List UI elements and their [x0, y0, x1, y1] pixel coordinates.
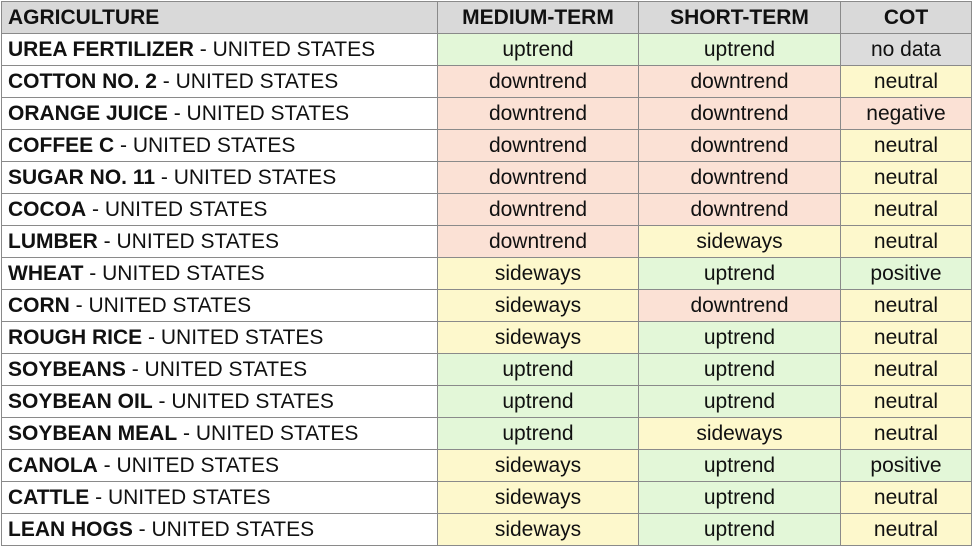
commodity-cell — [2, 162, 438, 194]
short-term-cell: downtrend — [639, 194, 841, 226]
separator: - — [114, 133, 133, 157]
separator: - — [69, 293, 89, 317]
medium-term-cell: downtrend — [438, 162, 639, 194]
commodity-name: COCOA — [8, 197, 87, 221]
medium-term-cell: sideways — [438, 450, 639, 482]
table-row — [2, 258, 972, 290]
country-name: UNITED STATES — [104, 197, 268, 221]
table-row — [2, 482, 972, 514]
commodity-cell — [2, 226, 438, 258]
commodity-name: ROUGH RICE — [8, 325, 143, 349]
cot-cell: neutral — [841, 194, 972, 226]
table-row — [2, 514, 972, 546]
table-row — [2, 226, 972, 258]
cot-cell: neutral — [841, 354, 972, 386]
cot-cell: neutral — [841, 162, 972, 194]
cot-cell: negative — [841, 98, 972, 130]
country-name: UNITED STATES — [151, 517, 315, 541]
separator: - — [97, 453, 117, 477]
separator: - — [86, 197, 105, 221]
cot-cell: positive — [841, 450, 972, 482]
cot-cell: neutral — [841, 322, 972, 354]
short-term-cell: uptrend — [639, 322, 841, 354]
short-term-cell: downtrend — [639, 66, 841, 98]
country-name: UNITED STATES — [173, 165, 337, 189]
medium-term-cell: uptrend — [438, 34, 639, 66]
table-row — [2, 418, 972, 450]
country-name: UNITED STATES — [132, 133, 296, 157]
country-name: UNITED STATES — [144, 357, 308, 381]
table-row — [2, 130, 972, 162]
commodity-name: SOYBEAN OIL — [8, 389, 153, 413]
commodity-name: CANOLA — [8, 453, 98, 477]
short-term-cell: uptrend — [639, 258, 841, 290]
commodity-cell — [2, 354, 438, 386]
commodity-cell — [2, 34, 438, 66]
country-name: UNITED STATES — [102, 261, 265, 285]
agriculture-trend-table — [1, 1, 972, 546]
commodity-cell — [2, 482, 438, 514]
medium-term-cell: uptrend — [438, 354, 639, 386]
country-name: UNITED STATES — [195, 421, 359, 445]
table-row — [2, 450, 972, 482]
commodity-cell — [2, 258, 438, 290]
medium-term-cell: downtrend — [438, 194, 639, 226]
commodity-cell — [2, 194, 438, 226]
country-name: UNITED STATES — [107, 485, 271, 509]
commodity-cell — [2, 386, 438, 418]
commodity-name: LEAN HOGS — [8, 517, 133, 541]
short-term-cell: uptrend — [639, 354, 841, 386]
header-agriculture: AGRICULTURE — [2, 2, 438, 34]
separator: - — [152, 389, 172, 413]
commodity-name: LUMBER — [8, 229, 98, 253]
table-row — [2, 290, 972, 322]
country-name: UNITED STATES — [186, 101, 350, 125]
table-row — [2, 322, 972, 354]
separator: - — [125, 357, 145, 381]
table-row — [2, 34, 972, 66]
commodity-name: ORANGE JUICE — [8, 101, 168, 125]
cot-cell: neutral — [841, 66, 972, 98]
short-term-cell: downtrend — [639, 130, 841, 162]
medium-term-cell: sideways — [438, 290, 639, 322]
commodity-name: CATTLE — [8, 485, 90, 509]
country-name: UNITED STATES — [116, 229, 280, 253]
country-name: UNITED STATES — [88, 293, 252, 317]
medium-term-cell: downtrend — [438, 98, 639, 130]
cot-cell: neutral — [841, 226, 972, 258]
short-term-cell: uptrend — [639, 450, 841, 482]
cot-cell: no data — [841, 34, 972, 66]
table-row — [2, 66, 972, 98]
medium-term-cell: downtrend — [438, 66, 639, 98]
separator: - — [97, 229, 117, 253]
short-term-cell: uptrend — [639, 34, 841, 66]
cot-cell: neutral — [841, 514, 972, 546]
medium-term-cell: downtrend — [438, 226, 639, 258]
header-medium-term: MEDIUM-TERM — [438, 2, 639, 34]
separator: - — [142, 325, 161, 349]
cot-cell: neutral — [841, 386, 972, 418]
commodity-cell — [2, 322, 438, 354]
commodity-name: COTTON NO. 2 — [8, 69, 157, 93]
commodity-cell — [2, 98, 438, 130]
separator: - — [167, 101, 187, 125]
short-term-cell: uptrend — [639, 514, 841, 546]
table-row — [2, 194, 972, 226]
table-row — [2, 386, 972, 418]
commodity-name: SUGAR NO. 11 — [8, 165, 156, 189]
commodity-cell — [2, 290, 438, 322]
cot-cell: neutral — [841, 482, 972, 514]
separator: - — [155, 165, 174, 189]
short-term-cell: uptrend — [639, 482, 841, 514]
short-term-cell: downtrend — [639, 98, 841, 130]
cot-cell: positive — [841, 258, 972, 290]
separator: - — [89, 485, 108, 509]
commodity-cell — [2, 450, 438, 482]
medium-term-cell: uptrend — [438, 386, 639, 418]
separator: - — [132, 517, 152, 541]
cot-cell: neutral — [841, 290, 972, 322]
medium-term-cell: sideways — [438, 482, 639, 514]
short-term-cell: uptrend — [639, 386, 841, 418]
country-name: UNITED STATES — [171, 389, 334, 413]
table-row — [2, 354, 972, 386]
medium-term-cell: sideways — [438, 258, 639, 290]
medium-term-cell: sideways — [438, 322, 639, 354]
short-term-cell: sideways — [639, 226, 841, 258]
header-row — [2, 2, 972, 34]
commodity-name: SOYBEANS — [8, 357, 126, 381]
country-name: UNITED STATES — [175, 69, 339, 93]
separator: - — [177, 421, 196, 445]
short-term-cell: sideways — [639, 418, 841, 450]
cot-cell: neutral — [841, 418, 972, 450]
table-row — [2, 162, 972, 194]
commodity-cell — [2, 418, 438, 450]
commodity-name: COFFEE C — [8, 133, 115, 157]
header-cot: COT — [841, 2, 972, 34]
separator: - — [193, 37, 213, 61]
commodity-name: UREA FERTILIZER — [8, 37, 194, 61]
country-name: UNITED STATES — [212, 37, 376, 61]
commodity-name: CORN — [8, 293, 70, 317]
separator: - — [83, 261, 103, 285]
short-term-cell: downtrend — [639, 290, 841, 322]
medium-term-cell: uptrend — [438, 418, 639, 450]
header-short-term: SHORT-TERM — [639, 2, 841, 34]
cot-cell: neutral — [841, 130, 972, 162]
country-name: UNITED STATES — [116, 453, 280, 477]
commodity-cell — [2, 66, 438, 98]
medium-term-cell: sideways — [438, 514, 639, 546]
medium-term-cell: downtrend — [438, 130, 639, 162]
commodity-cell — [2, 130, 438, 162]
commodity-name: WHEAT — [8, 261, 84, 285]
country-name: UNITED STATES — [160, 325, 324, 349]
short-term-cell: downtrend — [639, 162, 841, 194]
commodity-cell — [2, 514, 438, 546]
table-row — [2, 98, 972, 130]
commodity-name: SOYBEAN MEAL — [8, 421, 178, 445]
separator: - — [156, 69, 176, 93]
